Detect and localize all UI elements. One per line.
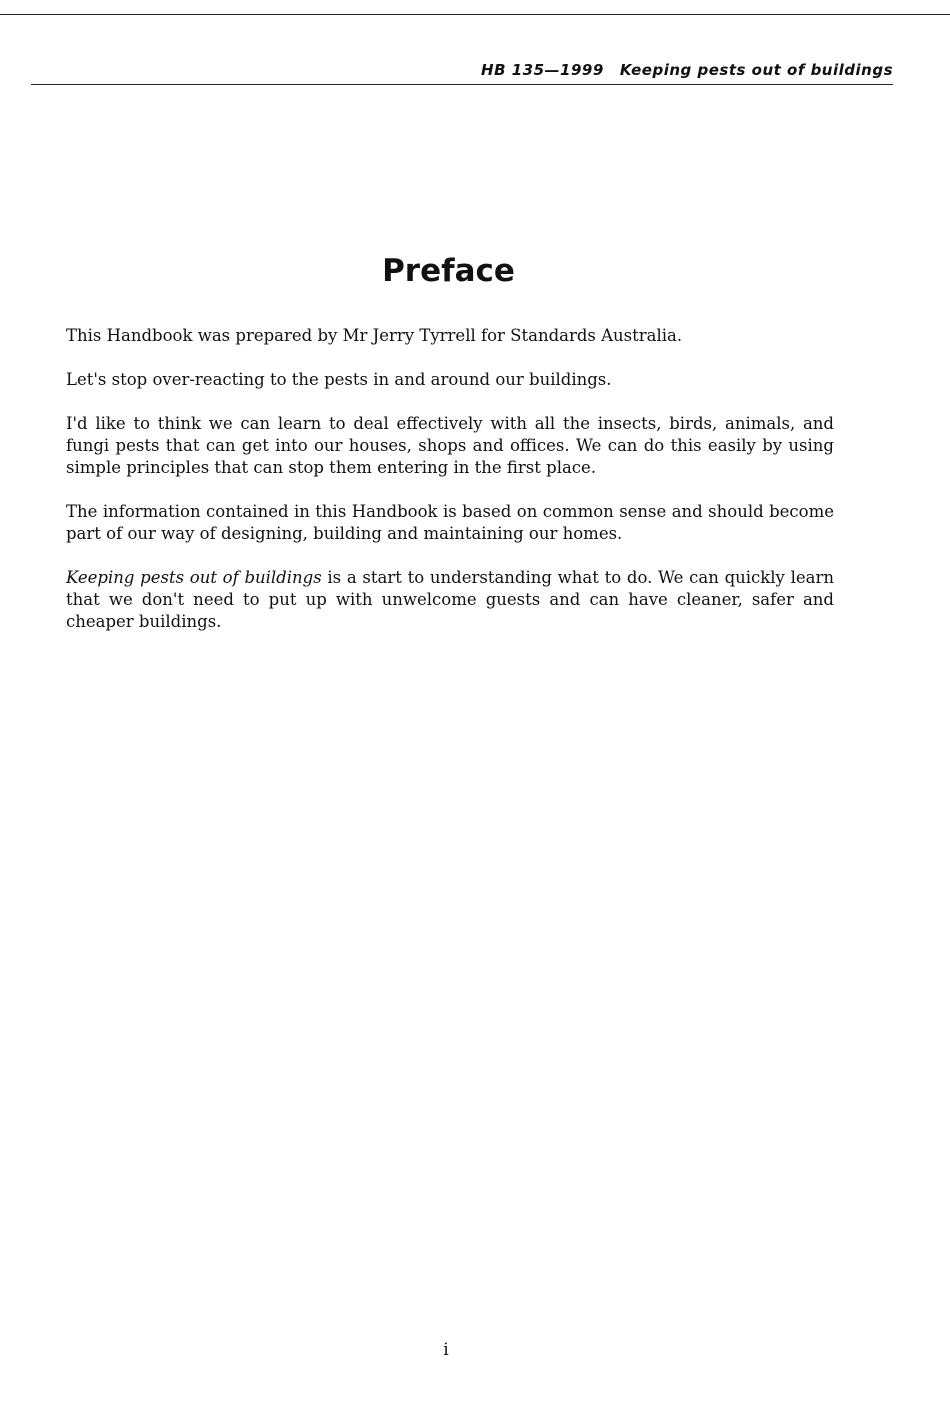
header-rule bbox=[31, 84, 893, 85]
running-header bbox=[481, 61, 893, 79]
paragraph-conclusion-text: is a start to understanding what to do. We can quickly learn that we don't need to put up with unwelcome guests and can have cleaner, safer and cheaper buildings. bbox=[66, 568, 834, 631]
page-number: i bbox=[443, 1340, 449, 1360]
paragraph-intro: Let's stop over-reacting to the pests in and around our buildings. bbox=[66, 370, 612, 389]
paragraph-aim: I'd like to think we can learn to deal effectively with all the insects, birds, animals, and fungi pests that can get into our houses, shops and offices. We can do this easily by using simple principles that can stop them entering in the first place. bbox=[66, 414, 834, 477]
top-border-rule bbox=[0, 14, 950, 15]
header-document-id: HB 135—1999 bbox=[481, 61, 604, 79]
paragraph-conclusion bbox=[66, 567, 834, 633]
preface-body bbox=[66, 325, 834, 633]
paragraph-information: The information contained in this Handbook is based on common sense and should become part of our way of designing, building and maintaining our homes. bbox=[66, 502, 834, 543]
paragraph-author: This Handbook was prepared by Mr Jerry Tyrrell for Standards Australia. bbox=[66, 326, 683, 345]
book-title-italic: Keeping pests out of buildings bbox=[66, 568, 322, 587]
page-title: Preface bbox=[382, 253, 515, 289]
header-document-title: Keeping pests out of buildings bbox=[619, 61, 893, 79]
